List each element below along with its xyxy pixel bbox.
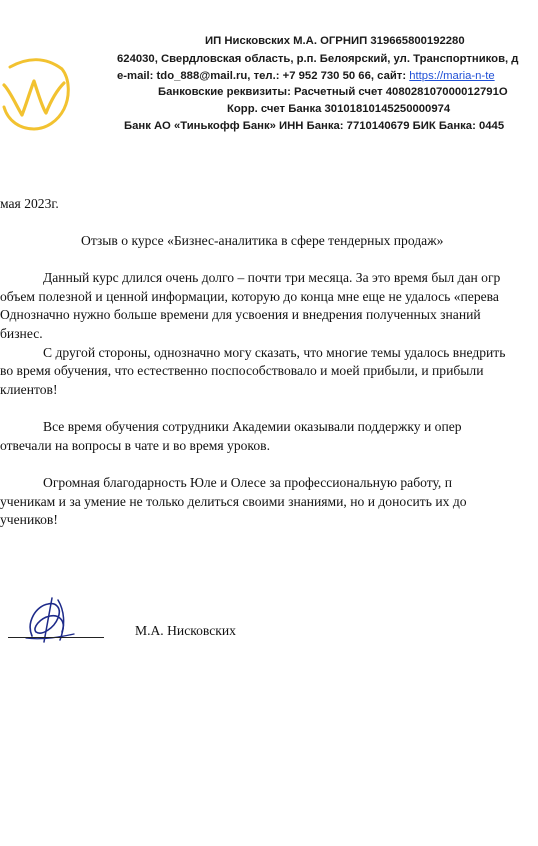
paragraph-line: Однозначно нужно больше времени для усвоения и внедрения полученных знаний bbox=[0, 307, 481, 322]
signature-line bbox=[8, 637, 104, 638]
header-bank: Банк АО «Тинькофф Банк» ИНН Банка: 7710140679 БИК Банка: 0445 bbox=[124, 120, 505, 132]
paragraph-line: клиентов! bbox=[0, 382, 58, 397]
paragraph-line: во время обучения, что естественно поспособствовало и моей прибыли, и прибыли bbox=[0, 363, 484, 378]
letter-title: Отзыв о курсе «Бизнес-аналитика в сфере тендерных продаж» bbox=[81, 233, 444, 248]
handwritten-signature-icon bbox=[22, 592, 78, 648]
signer-name: М.А. Нисковских bbox=[135, 623, 236, 638]
website-link[interactable]: https://maria-n-te bbox=[409, 70, 495, 82]
paragraph-line: Все время обучения сотрудники Академии оказывали поддержку и опер bbox=[43, 419, 462, 434]
header-bank-account: Банковские реквизиты: Расчетный счет 408028107000012791О bbox=[158, 86, 508, 98]
paragraph-line: Огромная благодарность Юле и Олесе за профессиональную работу, п bbox=[43, 475, 452, 490]
paragraph-line: С другой стороны, однозначно могу сказать, что многие темы удалось внедрить bbox=[43, 345, 506, 360]
letter-date: мая 2023г. bbox=[0, 196, 59, 211]
header-contacts-text: e-mail: tdo_888@mail.ru, тел.: +7 952 730 50 66, сайт: bbox=[117, 70, 407, 82]
header-corr-account: Корр. счет Банка 30101810145250000974 bbox=[227, 103, 451, 115]
header-ogrnip: ИП Нисковских М.А. ОГРНИП 319665800192280 bbox=[205, 35, 465, 47]
header-address: 624030, Свердловская область, р.п. Белоярский, ул. Транспортников, д bbox=[117, 53, 519, 65]
company-logo-icon bbox=[0, 55, 72, 135]
header-contacts bbox=[117, 70, 495, 82]
paragraph-line: ученикам и за умение не только делиться своими знаниями, но и доносить их до bbox=[0, 494, 467, 509]
paragraph-line: бизнес. bbox=[0, 326, 43, 341]
paragraph-line: объем полезной и ценной информации, которую до конца мне еще не удалось «перева bbox=[0, 289, 499, 304]
paragraph-line: отвечали на вопросы в чате и во время уроков. bbox=[0, 438, 270, 453]
paragraph-line: Данный курс длился очень долго – почти три месяца. За это время был дан огр bbox=[43, 270, 501, 285]
paragraph-line: учеников! bbox=[0, 512, 58, 527]
